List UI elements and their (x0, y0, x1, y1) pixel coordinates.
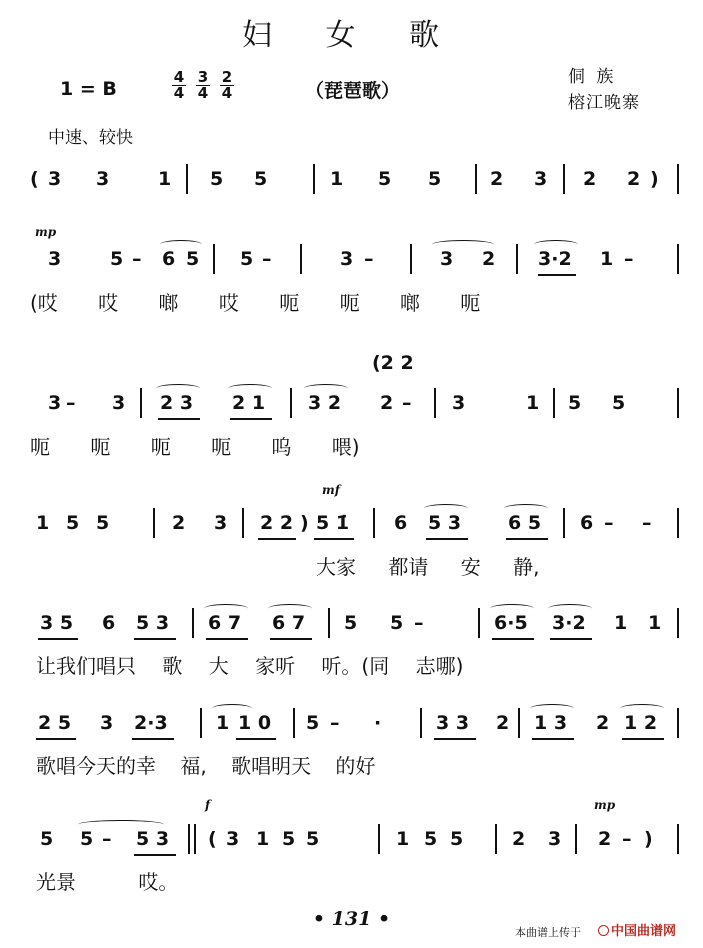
key-signature: 1 = B (60, 78, 117, 100)
song-origin: 榕江晚寨 (568, 93, 640, 113)
time-signature-2-4: 2 4 (221, 68, 233, 102)
notation-row-1: ( 3 3 1 5 5 1 5 5 2 3 2 2 ) (0, 168, 703, 208)
tempo-marking: 中速、较快 (48, 128, 133, 148)
notation-row-5: 3 5 6 5 3 6 7 6 7 5 5 – 6·5 3·2 1 1 (0, 612, 703, 652)
time-signature-4-4: 4 4 (173, 68, 185, 102)
notation-row-4: 1 5 5 2 3 2 2 ) 5 1̇ 6 5 3 6 5 6 – – (0, 512, 703, 552)
lyric-line-5: 让我们唱只 歌 大 家听 听。(同 志哪) (36, 654, 464, 678)
genre-label: （琵琶歌） (305, 80, 401, 102)
time-signature-3-4: 3 4 (197, 68, 209, 102)
song-title: 妇 女 歌 (241, 18, 462, 53)
dynamic-mp-2: mp (594, 798, 616, 812)
site-logo[interactable]: 中国曲谱网 (598, 920, 676, 939)
site-logo-icon (598, 925, 609, 936)
dynamic-f: f (205, 798, 211, 812)
page-number: • 131 • (312, 908, 391, 930)
dynamic-mp-1: mp (35, 225, 57, 239)
ethnic-group: 侗 族 (568, 67, 617, 87)
lyric-line-6: 歌唱今天的幸 福, 歌唱明天 的好 (36, 754, 376, 778)
upload-note: 本曲谱上传于 (515, 926, 581, 939)
dynamic-mf: mf (322, 483, 340, 497)
lyric-line-7: 光景 哎。 (36, 870, 179, 894)
notation-row-2: 3 5 – 6 5 5 – 3 – 3 2 3·2 1 – (0, 248, 703, 288)
lyric-line-3: 呃 呃 呃 呃 呜 喂) (30, 435, 360, 459)
lyric-line-2: (哎 哎 啷 哎 呃 呃 啷 呃 (30, 291, 481, 315)
notation-row-3: 3 – 3 2 3 2 1 3 2 2 – 3 1 5 5 (2 2 (0, 392, 703, 432)
lyric-line-4: 大家 都请 安 静, (316, 555, 540, 579)
notation-row-7: 5 5 – 5 3 ( 3 1 5 5 1 5 5 2 3 2 – ) (0, 828, 703, 868)
notation-row-6: 2 5 3 2·3 1 1 0 5 – · 3 3 2 1 3 2 1 2 (0, 712, 703, 752)
